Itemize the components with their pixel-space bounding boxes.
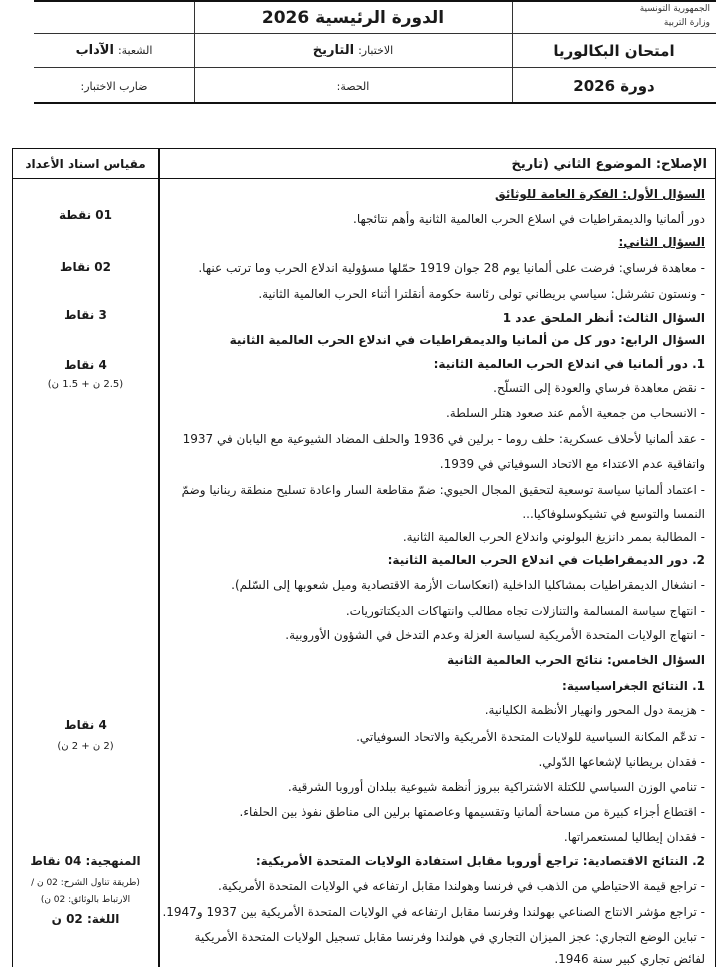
coefficient-label: ضارب الاختبار:: [80, 79, 148, 93]
score-language: اللغة: 02 ن: [51, 912, 120, 926]
table-header: [13, 149, 715, 179]
session-title: الدورة الرئيسية 2026: [261, 7, 445, 28]
section-heading: 1. النتائج الجغراسياسية:: [562, 679, 705, 693]
answer-line: النمسا والتوسع في تشيكوسلوفاكيا...: [522, 507, 705, 521]
answer-line: - اعتماد ألمانيا سياسة توسعية لتحقيق المجال الحيوي: ضمّ مقاطعة السار واعادة تسليح منطقة رينانيا وضمّ: [181, 483, 705, 497]
score-q1: 01 نقطة: [59, 208, 112, 222]
answer-line: دور ألمانيا والديمقراطيات في اسلاع الحرب العالمية الثانية وأهم نتائجها.: [353, 212, 705, 226]
session-label: دورة 2026: [573, 77, 655, 95]
subject-label: الاختبار:: [358, 44, 394, 57]
question-heading: السؤال الخامس: نتائج الحرب العالمية الثانية: [447, 653, 705, 667]
question-heading: السؤال الثاني:: [618, 235, 705, 249]
score-q4-detail: (2.5 ن + 1.5 ن): [47, 379, 124, 390]
correction-table: [12, 148, 716, 967]
answer-line: - تباين الوضع التجاري: عجز الميزان التجاري في هولندا وفرنسا مقابل تسجيل الولايات المتحدة الأمريكية: [194, 930, 705, 944]
score-column-title: مقياس اسناد الأعداد: [25, 157, 146, 171]
score-method-detail-1: (طريقة تناول الشرح: 02 ن /: [31, 878, 140, 888]
answer-line: لفائض تجاري كبير سنة 1946.: [554, 952, 705, 966]
header-row-3: [34, 68, 716, 104]
answer-line: - فقدان بريطانيا لإشعاعها الدّولي.: [538, 755, 705, 769]
answer-line: - الانسحاب من جمعية الأمم عند صعود هتلر السلطة.: [445, 406, 705, 420]
header-row-2: [34, 34, 716, 68]
score-q4-detail-wrap: [13, 375, 158, 393]
question-heading: السؤال الأول: الفكرة العامة للوثائق: [495, 187, 705, 201]
answer-line: - انشغال الديمقراطيات بمشاكليا الداخلية (انعكاسات الأزمة الاقتصادية وميل شعوبها إلى السّلم).: [231, 578, 705, 592]
answer-line: - تدعّم المكانة السياسية للولايات المتحدة الأمريكية والاتحاد السوفياتي.: [356, 730, 705, 744]
exam-title: امتحان البكالوريا: [553, 41, 675, 60]
score-method: المنهجية: 04 نقاط: [30, 854, 141, 868]
answer-line: - هزيمة دول المحور وانهيار الأنظمة الكليانية.: [484, 703, 705, 717]
branch-value: الآداب: [75, 43, 114, 58]
question-heading: السؤال الرابع: دور كل من ألمانيا والديمقراطيات في اندلاع الحرب العالمية الثانية: [229, 333, 705, 347]
subject-value: التاريخ: [312, 43, 355, 58]
header-row-1: [34, 2, 716, 34]
branch-label: الشعبة:: [117, 44, 153, 57]
score-q5-detail: (2 ن + 2 ن): [57, 741, 114, 752]
ministry-block: [640, 2, 710, 30]
answer-line: - تراجع مؤشر الانتاج الصناعي بهولندا وفرنسا مقابل ارتفاعه في الولايات المتحدة الأمريكية بين 1937 و1947.: [162, 905, 705, 919]
score-method-detail-2: الارتباط بالوثائق: 02 ن): [40, 895, 131, 905]
exam-header: [34, 0, 716, 104]
answer-line: - انتهاج الولايات المتحدة الأمريكية لسياسة العزلة وعدم التدخل في الشؤون الأوروبية.: [285, 628, 705, 642]
score-q3: 3 نقاط: [64, 308, 107, 322]
answer-line: واتفاقية عدم الاعتداء مع الاتحاد السوفياتي في 1939.: [439, 457, 705, 471]
question-heading: السؤال الثالث: أنظر الملحق عدد 1: [502, 311, 705, 325]
answer-line: - عقد ألمانيا لأحلاف عسكرية: حلف روما - برلين في 1936 والحلف المضاد الشيوعية مع اليابان في 1937: [182, 432, 705, 446]
section-heading: 1. دور ألمانيا في اندلاع الحرب العالمية الثانية:: [433, 357, 705, 371]
answer-line: - نقض معاهدة فرساي والعودة إلى التسلّح.: [493, 381, 705, 395]
answer-line: - تراجع قيمة الاحتياطي من الذهب في فرنسا وهولندا مقابل ارتفاعه في الولايات المتحدة الأمريكية.: [218, 879, 705, 893]
score-q2: 02 نقاط: [60, 260, 111, 274]
column-divider: [158, 149, 160, 967]
answer-line: - فقدان إيطاليا لمستعمراتها.: [563, 830, 705, 844]
share-label: الحصة:: [336, 79, 370, 93]
answer-line: - معاهدة فرساي: فرضت على ألمانيا يوم 28 جوان 1919 حمّلها مسؤولية اندلاع الحرب وما ترتب عنها.: [198, 261, 705, 275]
score-method-detail-wrap: [13, 890, 158, 908]
section-heading: 2. النتائج الاقتصادية: تراجع أوروبا مقابل استفادة الولايات المتحدة الأمريكية:: [255, 854, 705, 868]
answer-line: - انتهاج سياسة المسالمة والتنازلات تجاه مطالب وانتهاكات الديكتاتوريات.: [345, 604, 705, 618]
score-q5: 4 نقاط: [64, 718, 107, 732]
correction-title: الإصلاح: الموضوع الثاني (تاريخ: [511, 156, 707, 172]
score-q5-detail-wrap: [13, 737, 158, 755]
ministry-line: الجمهورية التونسية: [639, 4, 710, 14]
ministry-line: وزارة التربية: [663, 18, 710, 28]
section-heading: 2. دور الديمقراطيات في اندلاع الحرب العالمية الثانية:: [387, 553, 705, 567]
answer-line: - تنامي الوزن السياسي للكتلة الاشتراكية ببروز أنظمة شيوعية ببلدان أوروبا الشرقية.: [287, 780, 705, 794]
score-method-detail-wrap: [13, 873, 158, 891]
answer-line: - المطالبة بممر دانزيغ البولوني واندلاع الحرب العالمية الثانية.: [402, 530, 705, 544]
answer-line: - اقتطاع أجزاء كبيرة من مساحة ألمانيا وتقسيمها وعاصمتها برلين الى مناطق نفوذ بين الحلفاء.: [239, 805, 705, 819]
answer-line: - ونستون تشرشل: سياسي بريطاني تولى رئاسة حكومة أنقلترا أثناء الحرب العالمية الثانية.: [258, 287, 705, 301]
score-q4: 4 نقاط: [64, 358, 107, 372]
